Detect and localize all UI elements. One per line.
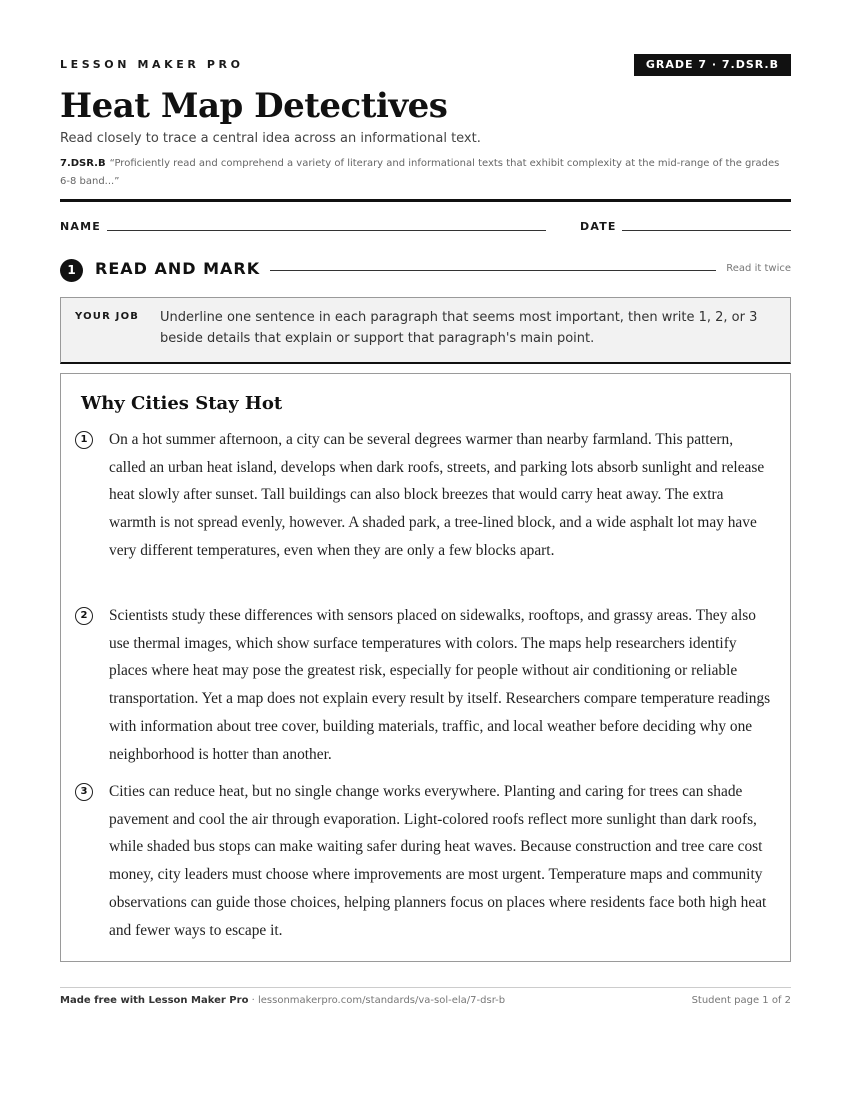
reading-passage	[60, 373, 791, 962]
page-indicator: Student page 1 of 2	[691, 995, 791, 1006]
page-title: Heat Map Detectives	[60, 86, 448, 126]
grade-badge: GRADE 7 · 7.DSR.B	[634, 54, 791, 76]
instructions-text: Underline one sentence in each paragraph that seems most important, then write 1, 2, or 3 beside details that explain or support that paragraph's main point.	[160, 310, 758, 346]
standard-text: “Proficiently read and comprehend a variety of literary and informational texts that exhibit complexity at the mid-range of the grades 6-8 band...”	[60, 158, 780, 187]
instructions-label: YOUR JOB	[75, 311, 140, 322]
header-divider	[60, 199, 791, 202]
footer-url[interactable]: · lessonmakerpro.com/standards/va-sol-ela/7-dsr-b	[248, 995, 506, 1006]
footer-divider	[60, 987, 791, 988]
name-field[interactable]	[107, 230, 546, 231]
section-title: READ AND MARK	[95, 259, 261, 278]
footer-brand: Made free with Lesson Maker Pro	[60, 995, 249, 1006]
standard-code: 7.DSR.B	[60, 158, 106, 169]
paragraph-number-badge: 2	[75, 607, 93, 625]
standard-statement	[60, 155, 791, 191]
instructions-box	[60, 297, 791, 364]
name-label: NAME	[60, 220, 101, 233]
section-hint: Read it twice	[726, 263, 791, 274]
paragraph-text: Scientists study these differences with sensors placed on sidewalks, rooftops, and grassy areas. They also use thermal images, which show surface temperatures with colors. The maps help researchers identify places where heat may pose the greatest risk, especially for people without air conditioning or reliable transportation. Yet a map does not explain every result by itself. Researchers compare temperature readings with information about tree cover, building materials, traffic, and local weather before deciding why one neighborhood is hotter than another.	[109, 607, 771, 763]
date-label: DATE	[580, 220, 617, 233]
section-number-badge: 1	[60, 259, 83, 282]
page-subtitle: Read closely to trace a central idea across an informational text.	[60, 131, 481, 146]
date-field[interactable]	[622, 230, 791, 231]
section-divider	[270, 270, 716, 271]
paragraph-text: Cities can reduce heat, but no single change works everywhere. Planting and caring for trees can shade pavement and cool the air through evaporation. Light-colored roofs reflect more sunlight than dark roofs, while shaded bus stops can make waiting safer during heat waves. Because construction and tree care cost money, city leaders must choose where improvements are most urgent. Temperature maps and community observations can guide those choices, helping planners focus on places where residents face both high heat and fewer ways to escape it.	[109, 783, 767, 939]
brand-name: LESSON MAKER PRO	[60, 58, 244, 71]
passage-title: Why Cities Stay Hot	[81, 393, 283, 414]
footer-credit	[60, 995, 505, 1006]
paragraph-number-badge: 3	[75, 783, 93, 801]
paragraph-number-badge: 1	[75, 431, 93, 449]
paragraph-text: On a hot summer afternoon, a city can be several degrees warmer than nearby farmland. This pattern, called an urban heat island, develops when dark roofs, streets, and parking lots absorb sunlight and release heat slowly after sunset. Tall buildings can also block breezes that would carry heat away. The extra warmth is not spread evenly, however. A shaded park, a tree-lined block, and a wide asphalt lot may have very different temperatures, even when they are only a few blocks apart.	[109, 431, 765, 559]
